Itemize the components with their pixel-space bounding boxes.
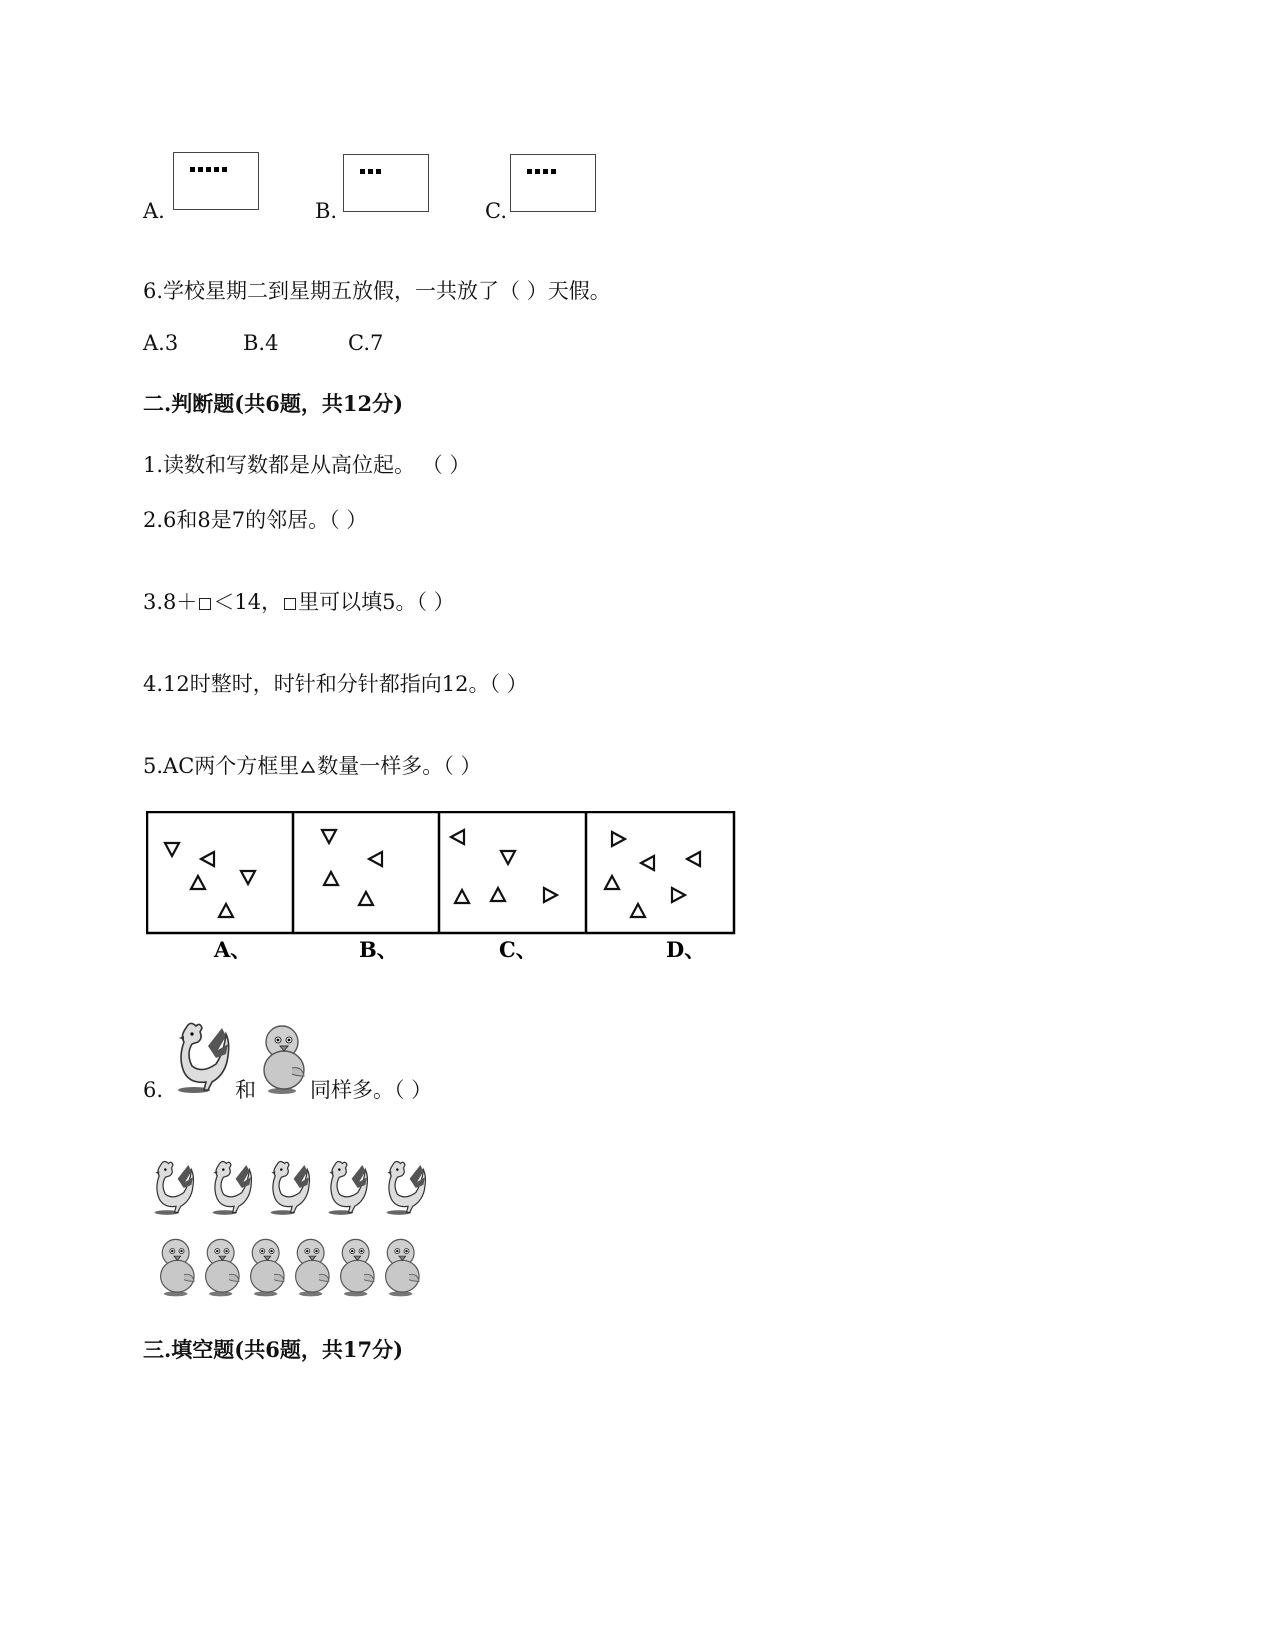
dots-group bbox=[190, 167, 227, 172]
tf-question-6-number: 6. bbox=[143, 1078, 164, 1102]
dots-group bbox=[360, 169, 381, 174]
choice-b: B.4 bbox=[243, 331, 279, 355]
section-heading: 二.判断题(共6题，共12分) bbox=[143, 391, 404, 416]
tf-question-2: 2.6和8是7的邻居。（ ） bbox=[143, 508, 368, 532]
tf-question-4: 4.12时整时，时针和分针都指向12。（ ） bbox=[143, 672, 528, 696]
rooster-icon bbox=[266, 1158, 312, 1222]
triangle-figure bbox=[146, 811, 738, 975]
rooster-row bbox=[150, 1158, 428, 1222]
small-box-icon bbox=[284, 598, 296, 610]
dot bbox=[368, 169, 373, 174]
tf-question-6-rest: 同样多。（ ） bbox=[310, 1078, 433, 1102]
dot bbox=[543, 169, 548, 174]
q3-part-3: 里可以填5。（ ） bbox=[298, 590, 455, 614]
option-b-label: B. bbox=[315, 199, 338, 223]
dot bbox=[376, 169, 381, 174]
chick-icon bbox=[155, 1236, 198, 1302]
rooster-icon bbox=[382, 1158, 428, 1222]
dot bbox=[214, 167, 219, 172]
option-a-label: A. bbox=[143, 199, 165, 223]
tf-question-1: 1.读数和写数都是从高位起。 （ ） bbox=[143, 453, 471, 477]
dot bbox=[551, 169, 556, 174]
rooster-icon bbox=[150, 1158, 196, 1222]
dot bbox=[222, 167, 227, 172]
dot bbox=[535, 169, 540, 174]
choice-a: A.3 bbox=[143, 331, 179, 355]
section-heading: 三.填空题(共6题，共17分) bbox=[143, 1337, 404, 1362]
chick-icon bbox=[258, 1022, 308, 1100]
q3-part-1: 3.8＋ bbox=[143, 590, 198, 614]
rooster-icon bbox=[208, 1158, 254, 1222]
tf-question-3 bbox=[143, 589, 455, 615]
chick-icon bbox=[290, 1236, 333, 1302]
dot bbox=[198, 167, 203, 172]
q5-part-2: 数量一样多。（ ） bbox=[317, 754, 482, 778]
q3-part-2: ＜14， bbox=[213, 590, 283, 614]
dots-group bbox=[527, 169, 556, 174]
figure-label-b: B、 bbox=[359, 937, 398, 962]
dot bbox=[190, 167, 195, 172]
dot bbox=[527, 169, 532, 174]
and-text: 和 bbox=[235, 1078, 256, 1102]
q5-part-1: 5.AC两个方框里 bbox=[143, 754, 300, 778]
chick-icon bbox=[200, 1236, 243, 1302]
figure-label-c: C、 bbox=[499, 937, 537, 962]
small-box-icon bbox=[199, 598, 211, 610]
option-a-dot-box bbox=[173, 152, 259, 210]
option-c-label: C. bbox=[485, 199, 507, 223]
triangle-icon bbox=[301, 753, 315, 779]
chick-icon bbox=[335, 1236, 378, 1302]
rooster-icon bbox=[324, 1158, 370, 1222]
figure-label-d: D、 bbox=[666, 937, 706, 962]
tf-question-5 bbox=[143, 753, 481, 779]
chick-icon bbox=[245, 1236, 288, 1302]
chick-row bbox=[155, 1236, 423, 1302]
figure-label-a: A、 bbox=[214, 937, 252, 962]
question-6-text: 6.学校星期二到星期五放假，一共放了（ ）天假。 bbox=[143, 279, 611, 303]
option-b-dot-box bbox=[343, 154, 429, 212]
choice-c: C.7 bbox=[348, 331, 384, 355]
chick-icon bbox=[380, 1236, 423, 1302]
dot bbox=[360, 169, 365, 174]
rooster-icon bbox=[172, 1020, 232, 1100]
dot bbox=[206, 167, 211, 172]
option-c-dot-box bbox=[510, 154, 596, 212]
